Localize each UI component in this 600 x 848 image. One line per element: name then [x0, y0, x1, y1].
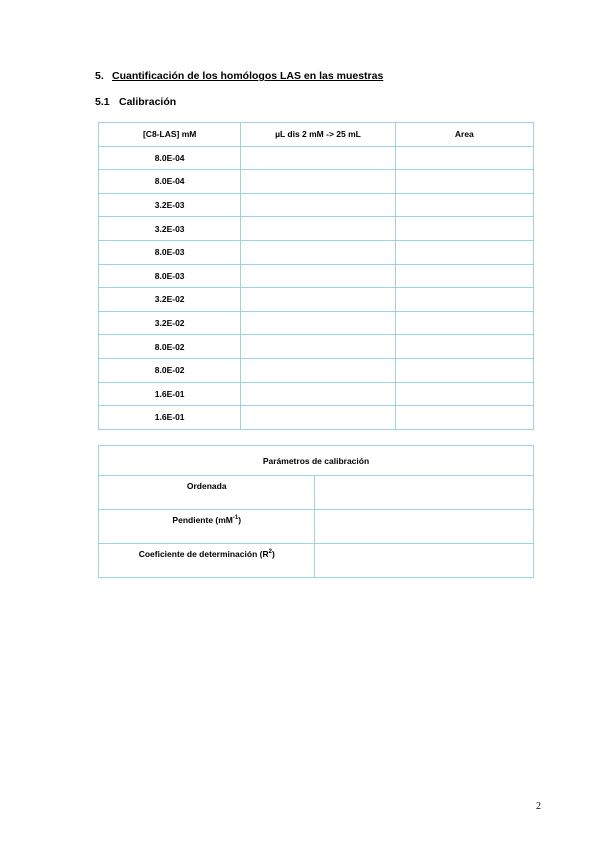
concentration-cell: 1.6E-01 [99, 406, 241, 430]
pendiente-unit-exponent: -1 [232, 515, 239, 522]
ordenada-label: Ordenada [99, 476, 315, 510]
section-heading [95, 70, 383, 82]
volume-cell[interactable] [241, 288, 395, 312]
pendiente-text: Pendiente (mM [172, 515, 233, 525]
concentration-cell: 3.2E-02 [99, 288, 241, 312]
table-row [99, 311, 534, 335]
volume-cell[interactable] [241, 358, 395, 382]
table-row [99, 476, 534, 510]
concentration-cell: 3.2E-02 [99, 311, 241, 335]
area-cell[interactable] [395, 217, 533, 241]
table-row [99, 544, 534, 578]
coef-close: ) [271, 549, 275, 559]
area-cell[interactable] [395, 193, 533, 217]
concentration-cell: 8.0E-03 [99, 240, 241, 264]
ordenada-value-cell[interactable] [315, 476, 534, 510]
table-row [99, 358, 534, 382]
volume-cell[interactable] [241, 146, 395, 170]
volume-cell[interactable] [241, 217, 395, 241]
area-cell[interactable] [395, 146, 533, 170]
column-header-volume: µL dis 2 mM -> 25 mL [241, 123, 395, 147]
area-cell[interactable] [395, 240, 533, 264]
area-cell[interactable] [395, 288, 533, 312]
volume-cell[interactable] [241, 264, 395, 288]
concentration-cell: 8.0E-03 [99, 264, 241, 288]
area-cell[interactable] [395, 170, 533, 194]
volume-cell[interactable] [241, 240, 395, 264]
subsection-heading [95, 96, 176, 108]
pendiente-label [99, 510, 315, 544]
table-row [99, 170, 534, 194]
coef-text: Coeficiente de determinación (R [138, 549, 269, 559]
concentration-cell: 1.6E-01 [99, 382, 241, 406]
table-row [99, 264, 534, 288]
pendiente-value-cell[interactable] [315, 510, 534, 544]
concentration-cell: 3.2E-03 [99, 217, 241, 241]
table-row [99, 382, 534, 406]
calibration-table [98, 122, 534, 430]
area-cell[interactable] [395, 382, 533, 406]
area-cell[interactable] [395, 406, 533, 430]
table-row [99, 240, 534, 264]
concentration-cell: 3.2E-03 [99, 193, 241, 217]
subsection-title: Calibración [119, 96, 177, 108]
table-row [99, 406, 534, 430]
volume-cell[interactable] [241, 335, 395, 359]
coef-value-cell[interactable] [315, 544, 534, 578]
table-row [99, 217, 534, 241]
table-row [99, 510, 534, 544]
column-header-area: Area [395, 123, 533, 147]
coef-exponent: 2 [268, 549, 272, 556]
area-cell[interactable] [395, 358, 533, 382]
section-number: 5. [95, 70, 104, 82]
area-cell[interactable] [395, 264, 533, 288]
column-header-concentration: [C8-LAS] mM [99, 123, 241, 147]
table-header-row [99, 123, 534, 147]
parameters-title: Parámetros de calibración [99, 446, 534, 476]
parameters-table [98, 445, 534, 578]
volume-cell[interactable] [241, 170, 395, 194]
table-row [99, 193, 534, 217]
concentration-cell: 8.0E-02 [99, 335, 241, 359]
area-cell[interactable] [395, 311, 533, 335]
pendiente-close: ) [238, 515, 242, 525]
table-row [99, 335, 534, 359]
volume-cell[interactable] [241, 311, 395, 335]
page-number: 2 [536, 801, 541, 812]
concentration-cell: 8.0E-04 [99, 170, 241, 194]
subsection-number: 5.1 [95, 96, 110, 108]
volume-cell[interactable] [241, 193, 395, 217]
section-title: Cuantificación de los homólogos LAS en las muestras [112, 70, 384, 82]
concentration-cell: 8.0E-02 [99, 358, 241, 382]
table-row [99, 288, 534, 312]
volume-cell[interactable] [241, 382, 395, 406]
table-row [99, 146, 534, 170]
area-cell[interactable] [395, 335, 533, 359]
volume-cell[interactable] [241, 406, 395, 430]
concentration-cell: 8.0E-04 [99, 146, 241, 170]
coef-label [99, 544, 315, 578]
